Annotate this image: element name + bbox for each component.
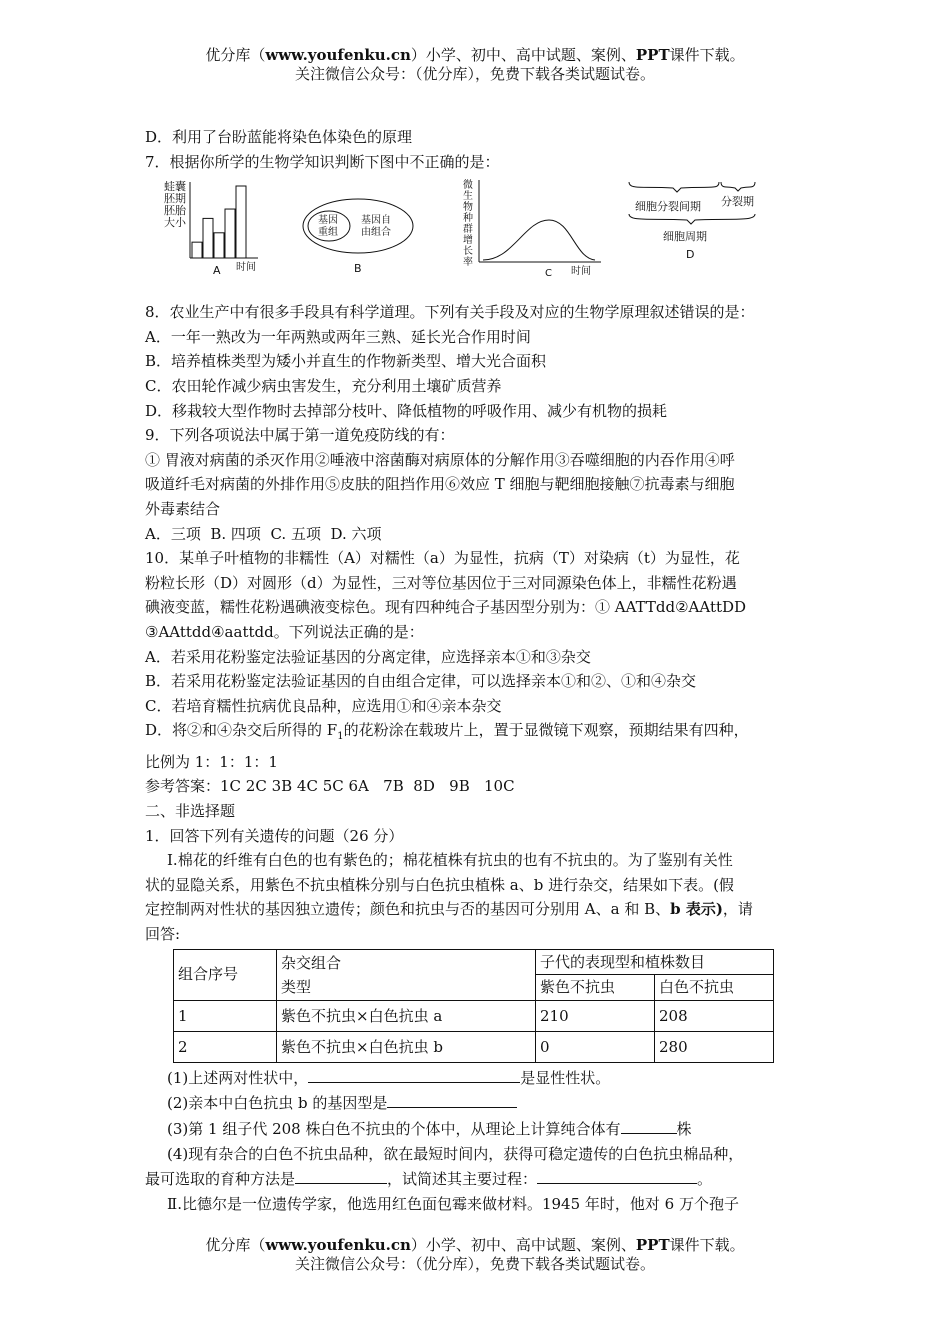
svg-text:胚: 胚 <box>164 192 175 206</box>
q9-items-2: 吸道纤毛对病菌的外排作用⑤皮肤的阻挡作用⑥效应 T 细胞与靶细胞接触⑦抗毒素与细胞 <box>145 475 735 494</box>
q8-stem: 8．农业生产中有很多手段具有科学道理。下列有关手段及对应的生物学原理叙述错误的是： <box>145 303 755 322</box>
svg-text:种: 种 <box>463 213 473 225</box>
answer-blank-2[interactable] <box>387 1090 517 1108</box>
svg-text:小: 小 <box>175 216 186 230</box>
exam-content <box>145 125 825 1216</box>
figure-a <box>150 176 275 291</box>
q9-items-3: 外毒素结合 <box>145 499 221 518</box>
th-cross: 杂交组合 类型 <box>277 949 536 1000</box>
figure-a-bar-3 <box>214 233 224 258</box>
th-purple: 紫色不抗虫 <box>536 975 655 1001</box>
sq1-sub-4-2: 最可选取的育种方法是 ，试简述其主要过程： 。 <box>145 1166 825 1192</box>
figure-a-bar-5 <box>236 186 246 258</box>
svg-text:胎: 胎 <box>175 204 186 218</box>
figure-a-bar-4 <box>225 209 235 258</box>
answer-blank-3[interactable] <box>621 1116 677 1134</box>
figure-c-curve <box>483 220 595 260</box>
figure-c-label: C <box>545 268 552 280</box>
figure-b-outer-ellipse <box>303 199 413 253</box>
figure-d-interphase: 细胞分裂间期 <box>635 200 701 214</box>
sq1-sub-3: (3)第 1 组子代 208 株白色不抗虫的个体中，从理论上计算纯合体有 株 <box>145 1116 825 1142</box>
th-white: 白色不抗虫 <box>655 975 774 1001</box>
figure-a-ylabel <box>164 179 187 229</box>
figure-a-label: A <box>213 264 221 278</box>
svg-text:群: 群 <box>463 224 473 236</box>
figure-d <box>623 176 763 291</box>
q8-option-d: D．移栽较大型作物时去掉部分枝叶、降低植物的呼吸作用、减少有机物的损耗 <box>145 401 668 420</box>
q10-option-d-2: 比例为 1：1：1：1 <box>145 752 278 771</box>
svg-text:长: 长 <box>463 246 473 258</box>
figure-b-inner-l1: 基因 <box>318 215 338 227</box>
figure-a-bars <box>192 186 246 258</box>
q10-option-b: B．若采用花粉鉴定法验证基因的自由组合定律，可以选择亲本①和②、①和④杂交 <box>145 672 697 691</box>
figure-b-inner-l2: 重组 <box>318 227 338 239</box>
footer-site-url: www.youfenku.cn <box>265 1236 411 1254</box>
sq1-sub-2: (2)亲本中白色抗虫 b 的基因型是 <box>145 1090 825 1116</box>
table-row: 1 紫色不抗虫×白色抗虫 a 210 208 <box>174 1000 774 1031</box>
figure-c-xlabel: 时间 <box>571 266 591 278</box>
svg-text:率: 率 <box>463 257 473 269</box>
figure-d-division: 分裂期 <box>721 195 754 209</box>
figure-b-outer-l1: 基因自 <box>361 215 391 227</box>
sq1-p1-l3: 定控制两对性状的基因独立遗传；颜色和抗虫与否的基因可分别用 A、a 和 B、b 表示)，请 <box>145 900 753 919</box>
svg-text:微: 微 <box>463 180 473 192</box>
header-line-2: 关注微信公众号：（优分库），免费下载各类试题试卷。 <box>294 65 655 83</box>
svg-text:大: 大 <box>164 216 175 230</box>
footer-line-2: 关注微信公众号：（优分库），免费下载各类试题试卷。 <box>294 1255 655 1273</box>
q8-option-a: A．一年一熟改为一年两熟或两年三熟、延长光合作用时间 <box>145 327 531 346</box>
sq1-p1-l2: 状的显隐关系，用紫色不抗虫植株分别与白色抗虫植株 a、b 进行杂交，结果如下表。(假 <box>145 875 734 894</box>
figure-c-ylabel <box>463 178 473 268</box>
q6-option-d: D．利用了台盼蓝能将染色体染色的原理 <box>145 128 413 146</box>
sq1-p1-l1: Ⅰ.棉花的纤维有白色的也有紫色的；棉花植株有抗虫的也有不抗虫的。为了鉴别有关性 <box>167 851 733 870</box>
q9-stem: 9．下列各项说法中属于第一道免疫防线的有： <box>145 426 455 445</box>
table-row: 2 紫色不抗虫×白色抗虫 b 0 280 <box>174 1031 774 1062</box>
q7-figures <box>145 176 825 294</box>
q9-items-1: ① 胃液对病菌的杀灭作用②唾液中溶菌酶对病原体的分解作用③吞噬细胞的内吞作用④呼 <box>145 450 735 469</box>
svg-text:胚: 胚 <box>164 204 175 218</box>
figure-b <box>293 176 423 291</box>
q10-stem-1: 10．某单子叶植物的非糯性（A）对糯性（a）为显性，抗病（T）对染病（t）为显性，花 <box>145 549 740 568</box>
figure-a-bar-1 <box>192 242 202 258</box>
cross-results-table <box>173 949 774 1063</box>
header-line-1: 优分库（www.youfenku.cn）小学、初中、高中试题、案例、PPT课件下载。 <box>205 46 745 64</box>
th-offspring: 子代的表现型和植株数目 <box>536 949 774 975</box>
q8-option-b: B．培养植株类型为矮小并直生的作物新类型、增大光合面积 <box>145 352 547 371</box>
answer-blank-5[interactable] <box>537 1166 697 1184</box>
site-url: www.youfenku.cn <box>265 46 411 64</box>
figure-a-xlabel: 时间 <box>236 262 256 274</box>
q10-option-d: D．将②和④杂交后所得的 $F_1$的花粉涂在载玻片上，置于显微镜下观察，预期结果有四种， <box>145 721 749 743</box>
sq1-sub-4: (4)现有杂合的白色不抗虫品种，欲在最短时间内，获得可稳定遗传的白色抗虫棉品种， <box>167 1144 744 1163</box>
figure-a-bar-2 <box>203 219 213 259</box>
sq1-stem: 1．回答下列有关遗传的问题（26 分） <box>145 826 404 845</box>
svg-text:物: 物 <box>463 202 473 214</box>
sq1-sub-1: (1)上述两对性状中， 是显性性状。 <box>145 1065 825 1091</box>
answer-key: 参考答案：1C 2C 3B 4C 5C 6A 7B 8D 9B 10C <box>145 777 515 796</box>
figure-d-cycle: 细胞周期 <box>663 230 707 244</box>
q10-stem-4: ③AAttdd④aattdd。下列说法正确的是： <box>145 622 424 641</box>
svg-text:增: 增 <box>463 235 473 247</box>
sq1-p2: Ⅱ.比德尔是一位遗传学家，他选用红色面包霉来做材料。1945 年时，他对 6 万个孢子 <box>167 1194 739 1213</box>
page-header <box>0 46 950 84</box>
q10-option-a: A．若采用花粉鉴定法验证基因的分离定律，应选择亲本①和③杂交 <box>145 647 591 666</box>
th-group: 组合序号 <box>174 949 277 1000</box>
q9-options: A．三项 B. 四项 C. 五项 D. 六项 <box>145 524 382 543</box>
q7-stem: 7．根据你所学的生物学知识判断下图中不正确的是： <box>145 152 500 171</box>
svg-text:蛙: 蛙 <box>164 180 175 194</box>
figure-b-label: B <box>354 262 362 276</box>
footer-line-1: 优分库（www.youfenku.cn）小学、初中、高中试题、案例、PPT课件下载。 <box>205 1236 745 1254</box>
svg-text:期: 期 <box>175 192 186 206</box>
answer-blank-4[interactable] <box>295 1166 387 1184</box>
q8-option-c: C．农田轮作减少病虫害发生，充分利用土壤矿质营养 <box>145 376 502 395</box>
answer-blank-1[interactable] <box>308 1065 520 1083</box>
page-footer <box>0 1236 950 1274</box>
q10-stem-2: 粉粒长形（D）对圆形（d）为显性，三对等位基因位于三对同源染色体上，非糯性花粉遇 <box>145 573 737 592</box>
figure-c <box>453 176 613 291</box>
figure-d-label: D <box>686 248 695 262</box>
figure-b-outer-l2: 由组合 <box>361 227 391 239</box>
section-2-title: 二、非选择题 <box>145 802 236 821</box>
q10-option-c: C．若培育糯性抗病优良品种，应选用①和④亲本杂交 <box>145 696 502 715</box>
q10-stem-3: 碘液变蓝，糯性花粉遇碘液变棕色。现有四种纯合子基因型分别为：① AATTdd②AAttDD <box>145 598 747 617</box>
sq1-p1-l4: 回答: <box>145 925 181 944</box>
svg-text:囊: 囊 <box>175 180 186 194</box>
svg-text:生: 生 <box>463 191 473 203</box>
